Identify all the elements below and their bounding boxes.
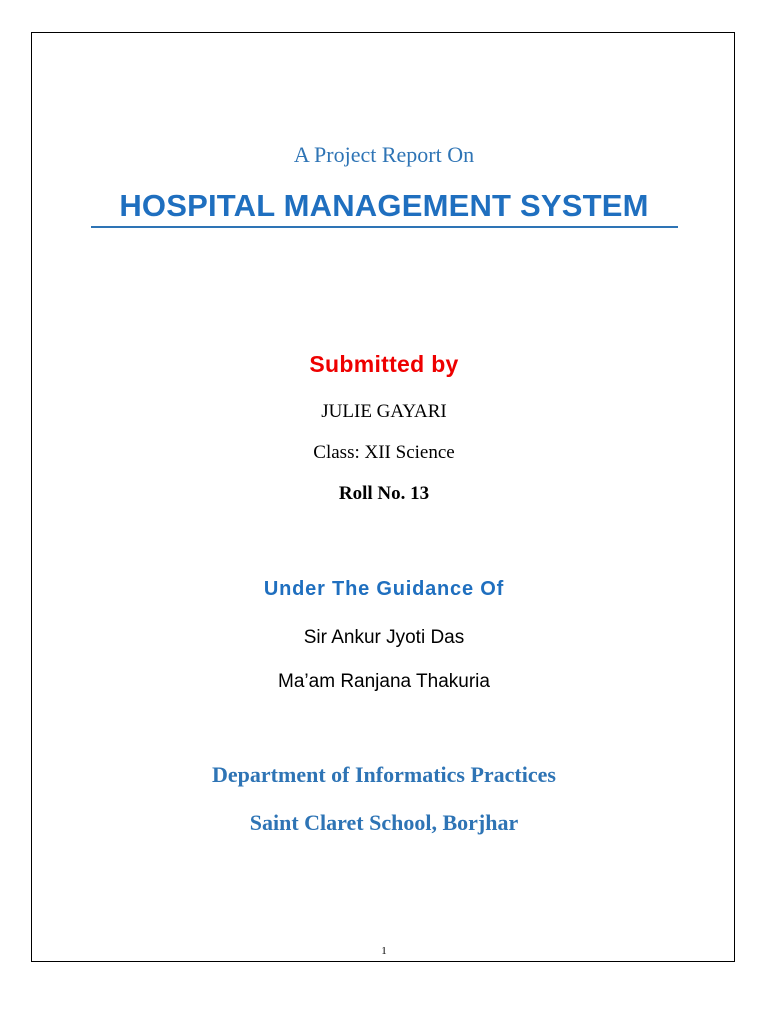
department-name: Department of Informatics Practices [212, 762, 556, 787]
submitted-by-heading: Submitted by [309, 351, 459, 377]
student-name: JULIE GAYARI [321, 401, 447, 422]
student-class: Class: XII Science [313, 442, 455, 463]
page-number: 1 [381, 945, 387, 957]
school-name: Saint Claret School, Borjhar [249, 810, 519, 835]
guidance-heading: Under The Guidance Of [263, 578, 505, 600]
student-roll: Roll No. 13 [338, 483, 430, 504]
guide-name: Ma’am Ranjana Thakuria [278, 671, 490, 692]
project-title: HOSPITAL MANAGEMENT SYSTEM [119, 188, 649, 223]
guide-name: Sir Ankur Jyoti Das [303, 627, 465, 648]
title-underline [91, 226, 678, 228]
report-intro: A Project Report On [293, 142, 475, 167]
